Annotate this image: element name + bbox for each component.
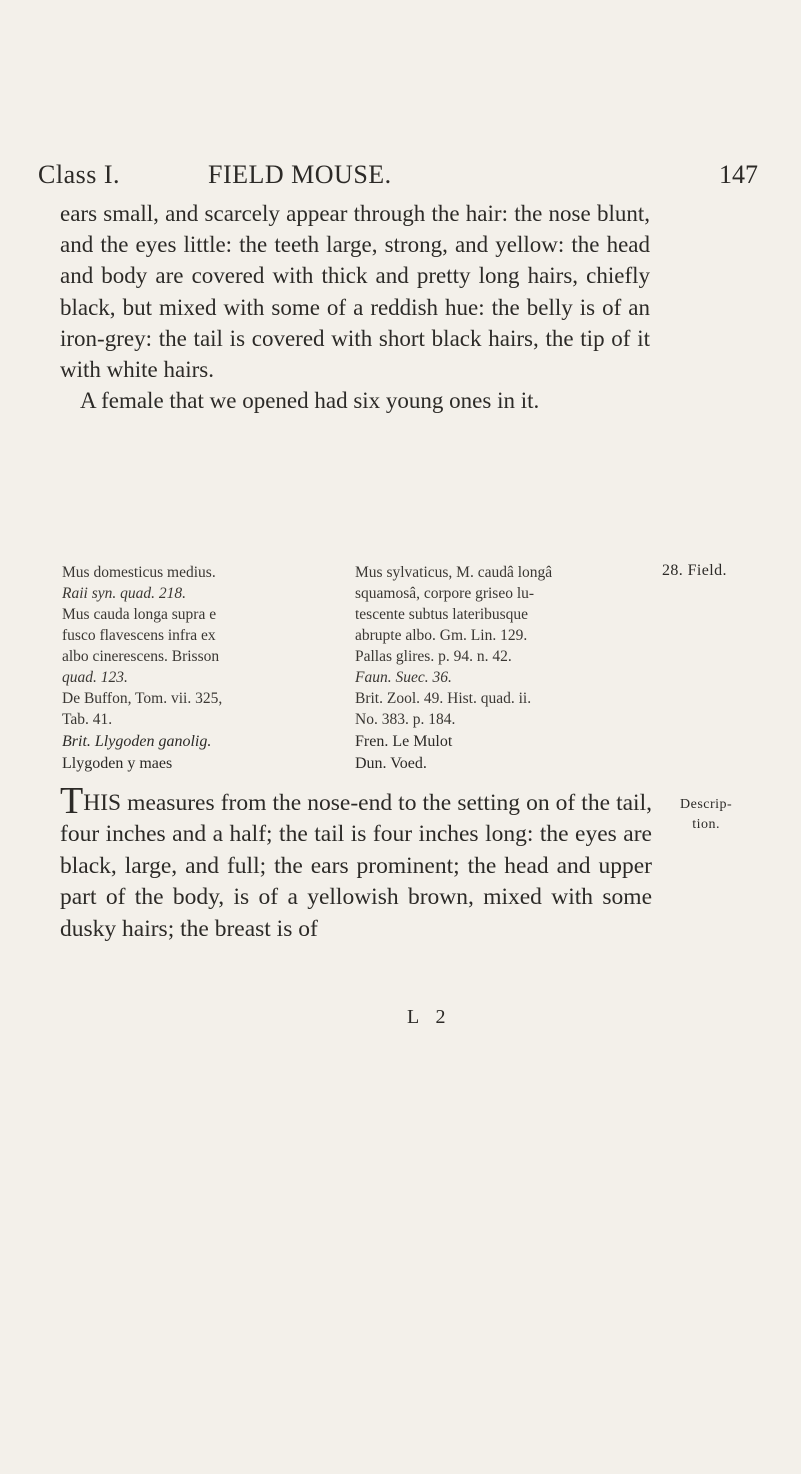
margin-note-line: tion.	[692, 817, 720, 832]
synonym-line: Brit. Zool. 49. Hist. quad. ii.	[355, 690, 532, 707]
paragraph-text: ears small, and scarcely appear through the hair: the nose blunt, and the eyes little: the teeth large, strong, and yellow: the head and body are covered with thick and pretty long hairs, chiefly black, but mixed with some of a reddish hue: the belly is of an iron-grey: the tail is covered with short black hairs, the tip of it with white hairs.	[60, 201, 650, 383]
vernacular-name: Fren. Le Mulot	[355, 733, 453, 750]
synonym-line: Tab. 41.	[62, 711, 113, 728]
page-number: 147	[719, 160, 758, 189]
class-label: Class I.	[38, 160, 120, 189]
vernacular-name: Llygoden y maes	[62, 755, 173, 772]
synonym-line: fusco flavescens infra ex	[62, 627, 216, 644]
synonym-line: squamosâ, corpore griseo lu-	[355, 585, 535, 602]
page-title: FIELD MOUSE.	[208, 160, 392, 189]
synonym-line: tescente subtus lateribusque	[355, 606, 529, 623]
synonym-line: Mus cauda longa supra e	[62, 606, 217, 623]
drop-cap: T	[60, 780, 84, 822]
description-paragraph	[60, 780, 652, 945]
synonym-line: De Buffon, Tom. vii. 325,	[62, 690, 223, 707]
synonyms-left-column	[62, 562, 332, 730]
running-header	[38, 160, 758, 194]
vernacular-names-left	[62, 731, 332, 775]
margin-species-heading: 28. Field.	[662, 562, 727, 579]
margin-description-note	[680, 795, 732, 835]
synonym-line: quad. 123.	[62, 669, 128, 686]
synonym-line: Raii syn. quad. 218.	[62, 585, 186, 602]
paragraph-text-2: A female that we opened had six young ones in it.	[80, 388, 540, 414]
synonym-line: abrupte albo. Gm. Lin. 129.	[355, 627, 528, 644]
synonym-line: No. 383. p. 184.	[355, 711, 456, 728]
signature-mark: L 2	[407, 1006, 452, 1028]
synonyms-middle-column	[355, 562, 655, 730]
vernacular-name: Brit. Llygoden ganolig.	[62, 733, 212, 750]
synonym-line: Faun. Suec. 36.	[355, 669, 452, 686]
synonym-line: Mus domesticus medius.	[62, 564, 216, 581]
margin-note-line: Descrip-	[680, 797, 733, 812]
description-text: HIS measures from the nose-end to the setting on of the tail, four inches and a half; the tail is four inches long: the eyes are black, large, and full; the ears prominent; the head and upper part of the body, is of a yellowish brown, mixed with some dusky hairs; the breast is of	[60, 790, 652, 942]
synonym-line: Pallas glires. p. 94. n. 42.	[355, 648, 512, 665]
vernacular-name: Dun. Voed.	[355, 755, 427, 772]
vernacular-names-middle	[355, 731, 655, 775]
synonym-line: Mus sylvaticus, M. caudâ longâ	[355, 564, 553, 581]
paragraph-continuation	[60, 198, 650, 416]
synonym-line: albo cinerescens. Brisson	[62, 648, 220, 665]
